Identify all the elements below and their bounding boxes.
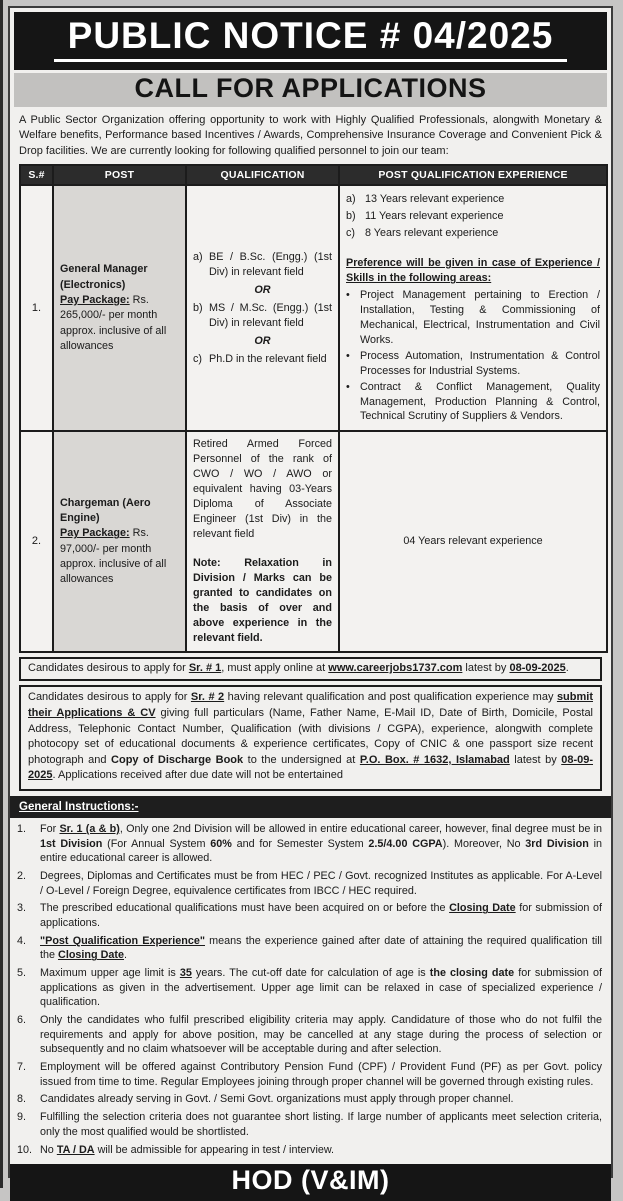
subtitle-bar [14, 73, 607, 107]
column-header-serial: S.# [20, 165, 53, 185]
page-subtitle: CALL FOR APPLICATIONS [134, 72, 487, 103]
instruction-text: For Sr. 1 (a & b), Only one 2nd Division will be allowed in entire educational career, however, final degree must be in 1st Division (For Annual System 60% and for Semester System 2.5/4.00 CGPA). Moreover, No 3rd Division in entire educational career is allowed. [40, 823, 602, 865]
instruction-item [17, 822, 602, 866]
instruction-item [17, 1110, 602, 1139]
table-header-row [20, 165, 607, 185]
instruction-text: Fulfilling the selection criteria does not guarantee short listing. If large number of applicants meet selection criteria, only the most qualified would be shortlisted. [40, 1111, 602, 1138]
preference-bullets [346, 288, 600, 424]
qualification-option: a) BE / B.Sc. (Engg.) (1st Div) in relevant field [193, 251, 332, 279]
qualification-option: b) MS / M.Sc. (Engg.) (1st Div) in relevant field [193, 301, 332, 329]
post-cell: Chargeman (Aero Engine) Pay Package: Rs. 97,000/- per month approx. inclusive of all allowances [53, 431, 186, 651]
preference-bullet: • Project Management pertaining to Erection / Installation, Testing & Commissioning of Mechanical, Electrical, Instrumentation and Civil Works. [346, 289, 600, 346]
table-row [20, 431, 607, 651]
instruction-number: 9. [17, 1111, 27, 1124]
instruction-text: No TA / DA will be admissible for appearing in test / interview. [40, 1143, 335, 1156]
instruction-item [17, 1060, 602, 1089]
instruction-number: 1. [17, 823, 27, 836]
notice-sheet [8, 6, 613, 1196]
serial-number: 1. [20, 185, 53, 431]
instruction-number: 8. [17, 1093, 27, 1106]
preference-heading: Preference will be given in case of Experience / Skills in the following areas: [346, 257, 600, 285]
instruction-text: Only the candidates who fulfil prescribed eligibility criteria may apply. Candidature of those who do not fulfil the requirements and apply for above position, may be cancelled at any stage during the process of selection or subsequently and no claim whatsoever will be acceptable during and after selection. [40, 1014, 602, 1056]
instruction-text: Degrees, Diplomas and Certificates must be from HEC / PEC / Govt. recognized Institutes as applicable. For A-Level / O-Level / Foreign Degree, equivalence certificates from IBCC / HEC required. [40, 870, 602, 897]
instruction-number: 6. [17, 1014, 27, 1027]
qualification-options [193, 250, 332, 366]
apply-note-sr1: Candidates desirous to apply for Sr. # 1, must apply online at www.careerjobs1737.com latest by 08-09-2025. [19, 657, 602, 682]
general-instructions-bar [10, 796, 611, 818]
instruction-number: 7. [17, 1061, 27, 1074]
preference-bullet: • Process Automation, Instrumentation & Control Processes for Industrial Systems. [346, 349, 600, 377]
general-instructions-list [17, 822, 602, 1160]
apply-note-sr2: Candidates desirous to apply for Sr. # 2 having relevant qualification and post qualification experience may submit their Applications & CV giving full particulars (Name, Father Name, E-Mail ID, Date of Birth, Domicile, Postal Address, Telephonic Contact Number, Qualification (with divisions / CGPA), experience, alongwith complete photocopy set of educational documents & experience certificates, Copy of CNIC & one passport size recent photograph and Copy of Discharge Book to the undersigned at P.O. Box. # 1632, Islamabad latest by 08-09-2025. Applications received after due date will not be entertained [19, 685, 602, 791]
preference-bullet: • Contract & Conflict Management, Quality Management, Production Planning & Control, Technical Scrutiny of Suppliers & Vendors. [346, 380, 600, 423]
footer-bar [10, 1164, 611, 1200]
instruction-number: 4. [17, 934, 27, 947]
bullet-icon: • [346, 349, 350, 362]
experience-cell: 04 Years relevant experience [339, 431, 607, 651]
footer-signature: HOD (V&IM) [231, 1165, 390, 1196]
experience-cell [339, 185, 607, 431]
instruction-item [17, 1092, 602, 1107]
instruction-text: Employment will be offered against Contributory Pension Fund (CPF) / Provident Fund (PF) as per Govt. policy issued from time to time. Regular Employees joining through proper channel will be governed through existing rules. [40, 1061, 602, 1088]
qualification-option: c) Ph.D in the relevant field [193, 352, 327, 365]
instruction-text: "Post Qualification Experience" means the experience gained after date of attaining the required qualification till the Closing Date. [40, 934, 603, 962]
experience-item: b) 11 Years relevant experience [346, 210, 504, 223]
instruction-item [17, 934, 602, 963]
experience-item: a) 13 Years relevant experience [346, 193, 505, 206]
instruction-item [17, 1013, 602, 1057]
experience-items [346, 192, 600, 241]
title-bar [14, 12, 607, 70]
column-header-experience: POST QUALIFICATION EXPERIENCE [339, 165, 607, 185]
qualification-cell: Retired Armed Forced Personnel of the rank of CWO / WO / AWO or equivalent having 03-Years Diploma of Associate Engineer (1st Div) in the relevant field Note: Relaxation in Division / Marks can be granted to candidates on the basis of over and above experience in the relevant field. [186, 431, 339, 651]
scan-edge-stripe [0, 0, 3, 1188]
instruction-number: 3. [17, 902, 27, 915]
table-row [20, 185, 607, 431]
instruction-text: Maximum upper age limit is 35 years. The cut-off date for calculation of age is the closing date for submission of applications as given in the advertisement. Upper age limit can be relaxed in case of specialized experience / qualification. [40, 967, 603, 1009]
qualification-option: OR [254, 334, 271, 347]
instruction-number: 5. [17, 967, 27, 980]
serial-number: 2. [20, 431, 53, 651]
instruction-item [17, 869, 602, 898]
instruction-item [17, 966, 602, 1010]
column-header-post: POST [53, 165, 186, 185]
instruction-text: Candidates already serving in Govt. / Semi Govt. organizations must apply through proper channel. [40, 1093, 514, 1106]
instruction-item [17, 1143, 602, 1158]
qualification-cell [186, 185, 339, 431]
vacancies-table [19, 164, 608, 652]
post-cell: General Manager (Electronics) Pay Package: Rs. 265,000/- per month approx. inclusive of all allowances [53, 185, 186, 431]
instruction-text: The prescribed educational qualifications must have been acquired on or before the Closing Date for submission of applications. [40, 902, 602, 930]
experience-item: c) 8 Years relevant experience [346, 227, 499, 240]
page-title: PUBLIC NOTICE # 04/2025 [54, 15, 568, 62]
bullet-icon: • [346, 289, 350, 302]
bullet-icon: • [346, 380, 350, 393]
instruction-item [17, 901, 602, 930]
intro-paragraph: A Public Sector Organization offering opportunity to work with Highly Qualified Professionals, alongwith Monetary & Welfare benefits, Performance based Incentives / Awards, Comprehensive Insurance Coverage and Convenient Pick & Drop facilities. We are currently looking for following qualified personnel to join our team: [19, 113, 602, 157]
instruction-number: 10. [17, 1143, 33, 1156]
instruction-number: 2. [17, 870, 27, 883]
qualification-option: OR [254, 284, 271, 297]
column-header-qualification: QUALIFICATION [186, 165, 339, 185]
general-instructions-heading: General Instructions:- [19, 801, 139, 814]
